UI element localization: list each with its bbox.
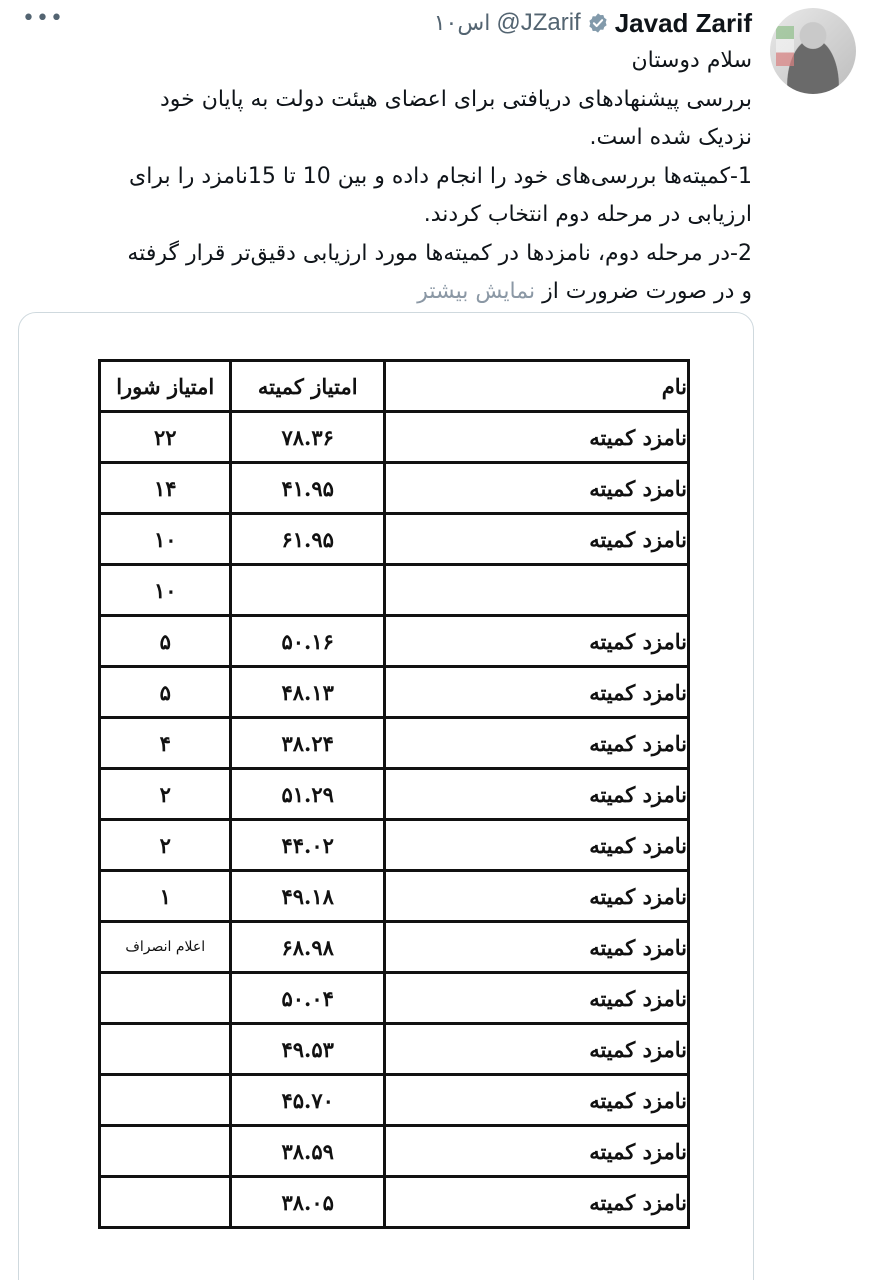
council-score-cell: [100, 973, 231, 1024]
table-row: [100, 565, 689, 616]
scores-table: [98, 359, 690, 1229]
table-row: [100, 1075, 689, 1126]
name-cell: نامزد کمیته: [384, 1024, 688, 1075]
council-score-cell: ۵: [100, 667, 231, 718]
name-cell: نامزد کمیته: [384, 871, 688, 922]
committee-score-cell: ۳۸.۰۵: [231, 1177, 385, 1228]
verified-badge-icon: [587, 12, 609, 34]
committee-score-cell: ۵۱.۲۹: [231, 769, 385, 820]
name-cell: نامزد کمیته: [384, 820, 688, 871]
tweet-text: [32, 42, 752, 312]
council-score-cell: ۲: [100, 820, 231, 871]
committee-score-cell: ۷۸.۳۶: [231, 412, 385, 463]
flag-decoration: [776, 26, 794, 66]
table-row: [100, 973, 689, 1024]
council-score-cell: [100, 1075, 231, 1126]
name-cell: نامزد کمیته: [384, 463, 688, 514]
council-score-cell: ۱۰: [100, 565, 231, 616]
table-row: [100, 718, 689, 769]
committee-score-cell: [231, 565, 385, 616]
committee-score-cell: ۴۴.۰۲: [231, 820, 385, 871]
council-score-cell: [100, 1126, 231, 1177]
name-cell: نامزد کمیته: [384, 769, 688, 820]
more-options-icon[interactable]: •••: [22, 6, 64, 31]
name-cell: نامزد کمیته: [384, 922, 688, 973]
committee-score-cell: ۵۰.۰۴: [231, 973, 385, 1024]
name-cell: نامزد کمیته: [384, 1177, 688, 1228]
tweet-line: بررسی پیشنهادهای دریافتی برای اعضای هیئت دولت به پایان خود: [159, 86, 752, 112]
name-cell: نامزد کمیته: [384, 616, 688, 667]
committee-score-cell: ۵۰.۱۶: [231, 616, 385, 667]
table-row: [100, 616, 689, 667]
tweet-header: [434, 6, 752, 40]
display-name[interactable]: Javad Zarif: [614, 7, 752, 38]
name-cell: نامزد کمیته: [384, 1126, 688, 1177]
council-score-cell: ۱: [100, 871, 231, 922]
name-cell: [384, 565, 688, 616]
table-row: [100, 1177, 689, 1228]
table-row: [100, 463, 689, 514]
table-row: [100, 820, 689, 871]
committee-score-cell: ۴۹.۱۸: [231, 871, 385, 922]
council-score-cell: ۱۴: [100, 463, 231, 514]
committee-score-cell: ۶۸.۹۸: [231, 922, 385, 973]
council-score-cell: [100, 1177, 231, 1228]
name-cell: نامزد کمیته: [384, 412, 688, 463]
table-header-row: [100, 361, 689, 412]
table-row: [100, 412, 689, 463]
name-cell: نامزد کمیته: [384, 1075, 688, 1126]
tweet-line: نزدیک شده است.: [589, 125, 752, 150]
council-score-cell: ۲: [100, 769, 231, 820]
committee-score-cell: ۶۱.۹۵: [231, 514, 385, 565]
header-committee-score: امتیاز کمیته: [231, 361, 385, 412]
name-cell: نامزد کمیته: [384, 718, 688, 769]
media-image-card[interactable]: [18, 312, 754, 1280]
council-score-cell: ۵: [100, 616, 231, 667]
council-score-cell: ۱۰: [100, 514, 231, 565]
header-name: نام: [384, 361, 688, 412]
table-row: [100, 1126, 689, 1177]
show-more-link[interactable]: نمایش بیشتر: [417, 279, 536, 304]
tweet-line: 1-کمیته‌ها بررسی‌های خود را انجام داده و بین 10 تا 15نامزد را برای: [129, 163, 752, 189]
tweet-line-last: [32, 273, 752, 312]
committee-score-cell: ۴۸.۱۳: [231, 667, 385, 718]
tweet-line: سلام دوستان: [631, 48, 752, 73]
header-council-score: امتیاز شورا: [100, 361, 231, 412]
table-row: [100, 922, 689, 973]
table-row: [100, 871, 689, 922]
council-score-cell: [100, 1024, 231, 1075]
table-row: [100, 514, 689, 565]
committee-score-cell: ۴۵.۷۰: [231, 1075, 385, 1126]
tweet-line: و در صورت ضرورت از: [542, 279, 752, 304]
council-score-cell: ۲۲: [100, 412, 231, 463]
committee-score-cell: ۴۹.۵۳: [231, 1024, 385, 1075]
table-body: [100, 412, 689, 1228]
council-score-cell: اعلام انصراف: [100, 922, 231, 973]
committee-score-cell: ۳۸.۵۹: [231, 1126, 385, 1177]
user-handle[interactable]: @JZarif: [496, 9, 581, 36]
name-cell: نامزد کمیته: [384, 973, 688, 1024]
name-cell: نامزد کمیته: [384, 514, 688, 565]
committee-score-cell: ۴۱.۹۵: [231, 463, 385, 514]
committee-score-cell: ۳۸.۲۴: [231, 718, 385, 769]
council-score-cell: ۴: [100, 718, 231, 769]
table-row: [100, 769, 689, 820]
tweet-line: 2-در مرحله دوم، نامزدها در کمیته‌ها مورد ارزیابی دقیق‌تر قرار گرفته: [127, 240, 752, 266]
tweet-line: ارزیابی در مرحله دوم انتخاب کردند.: [423, 202, 752, 227]
name-cell: نامزد کمیته: [384, 667, 688, 718]
timestamp[interactable]: ۱۰اس: [433, 10, 491, 36]
table-row: [100, 667, 689, 718]
avatar[interactable]: [770, 8, 856, 94]
table-row: [100, 1024, 689, 1075]
